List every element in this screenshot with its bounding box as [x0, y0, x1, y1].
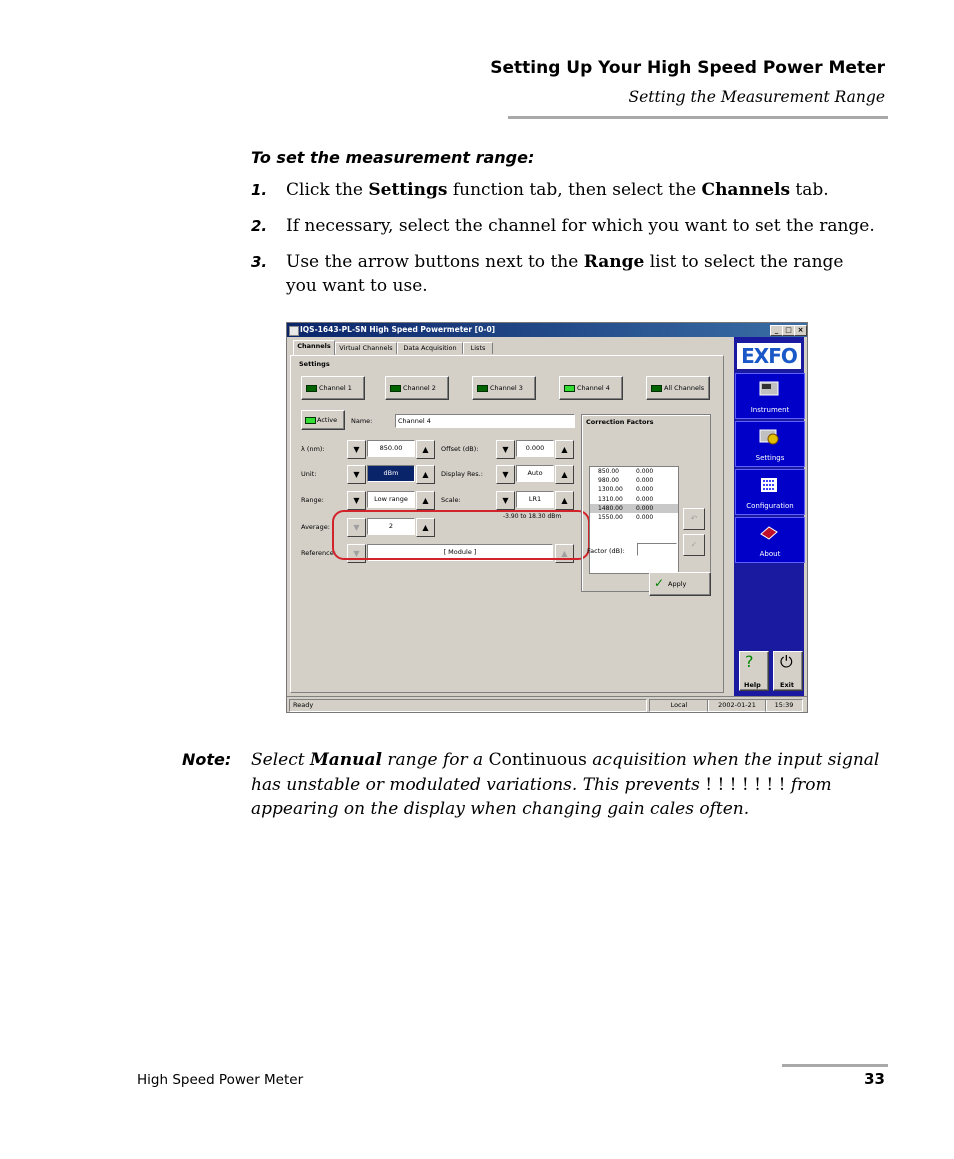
window-titlebar [287, 323, 807, 337]
step-number: 3. [251, 253, 268, 271]
close-button[interactable]: × [794, 325, 807, 336]
display-res-field[interactable]: Auto [516, 465, 554, 482]
note-body: Select Manual range for a Continuous acquisition when the input signal has unstable or modulated variations. This prevents ! ! ! ! ! ! ! from appearing on the display when changing gain cales often. [251, 750, 880, 819]
average-field[interactable]: 2 [367, 518, 415, 535]
help-icon: ? [745, 652, 754, 671]
list-item: 1310.00 0.000 [598, 495, 654, 503]
offset-down-button[interactable]: ▼ [496, 440, 515, 459]
offset-field[interactable]: 0.000 [516, 440, 554, 457]
about-book-icon [759, 524, 779, 542]
running-header-title: Setting Up Your High Speed Power Meter [490, 58, 885, 78]
instrument-icon [759, 380, 779, 398]
active-toggle[interactable]: Active [301, 410, 345, 430]
configuration-icon [759, 476, 779, 494]
exfo-logo: EXFO [737, 343, 801, 369]
wavelength-label: λ (nm): [301, 445, 325, 453]
status-time: 15:39 [765, 699, 803, 712]
list-item: 850.00 0.000 [598, 468, 654, 475]
step-text: Click the Settings function tab, then select the Channels tab. [286, 180, 829, 200]
scale-label: Scale: [441, 496, 461, 504]
minimize-button[interactable]: _ [770, 325, 783, 336]
app-window [286, 322, 808, 713]
reference-down-button[interactable]: ▼ [347, 544, 366, 563]
step-number: 2. [251, 217, 268, 235]
tab-virtual-channels[interactable]: Virtual Channels [335, 342, 397, 354]
step-number: 1. [251, 181, 268, 199]
sidebar-item-instrument[interactable]: Instrument [735, 373, 805, 419]
undo-icon[interactable]: ↶ [683, 508, 705, 530]
scale-up-button[interactable]: ▲ [555, 491, 574, 510]
sidebar-item-configuration[interactable]: Configuration [735, 469, 805, 515]
status-led [651, 385, 662, 392]
reference-field[interactable]: [ Module ] [367, 544, 553, 561]
apply-button[interactable]: ✓ Apply [649, 572, 711, 596]
unit-up-button[interactable]: ▲ [416, 465, 435, 484]
maximize-button[interactable]: □ [782, 325, 795, 336]
check-icon[interactable]: ✓ [683, 534, 705, 556]
scale-range-text: -3.90 to 18.30 dBm [503, 513, 562, 520]
sidebar [728, 337, 807, 696]
power-icon: ⏻ [780, 652, 793, 671]
help-button[interactable]: ? Help [739, 651, 769, 691]
scale-field[interactable]: LR1 [516, 491, 554, 508]
scale-down-button[interactable]: ▼ [496, 491, 515, 510]
status-led [390, 385, 401, 392]
window-title: IQS-1643-PL-SN High Speed Powermeter [0-0] [300, 325, 496, 334]
status-led [477, 385, 488, 392]
display-res-label: Display Res.: [441, 470, 483, 478]
step-text: Use the arrow buttons next to the Range list to select the range you want to use. [286, 252, 844, 296]
check-icon: ✓ [654, 576, 665, 590]
list-item: 980.00 0.000 [598, 477, 654, 485]
status-led [305, 417, 316, 424]
status-led [306, 385, 317, 392]
status-bar [287, 696, 807, 712]
channels-panel [290, 355, 724, 693]
footer-title: High Speed Power Meter [137, 1072, 304, 1088]
list-item: 1300.00 0.000 [598, 486, 654, 494]
channel-2-button[interactable]: Channel 2 [385, 376, 449, 400]
step-text: If necessary, select the channel for which you want to set the range. [286, 216, 875, 236]
all-channels-button[interactable]: All Channels [646, 376, 710, 400]
status-ready: Ready [289, 699, 647, 712]
unit-field[interactable]: dBm [367, 465, 415, 482]
average-up-button[interactable]: ▲ [416, 518, 435, 537]
range-up-button[interactable]: ▲ [416, 491, 435, 510]
offset-up-button[interactable]: ▲ [555, 440, 574, 459]
list-item: 1480.00 0.000 [590, 504, 678, 513]
status-led [564, 385, 575, 392]
running-header-subtitle: Setting the Measurement Range [628, 88, 885, 106]
range-down-button[interactable]: ▼ [347, 491, 366, 510]
channel-1-button[interactable]: Channel 1 [301, 376, 365, 400]
tab-data-acquisition[interactable]: Data Acquisition [397, 342, 463, 354]
exit-button[interactable]: ⏻ Exit [773, 651, 803, 691]
display-res-down-button[interactable]: ▼ [496, 465, 515, 484]
wavelength-up-button[interactable]: ▲ [416, 440, 435, 459]
list-item: 1550.00 0.000 [598, 513, 654, 521]
range-label: Range: [301, 496, 324, 504]
page-number: 33 [864, 1070, 885, 1088]
channel-3-button[interactable]: Channel 3 [472, 376, 536, 400]
settings-icon [759, 428, 779, 446]
wavelength-down-button[interactable]: ▼ [347, 440, 366, 459]
reference-up-button[interactable]: ▲ [555, 544, 574, 563]
footer-rule [782, 1064, 888, 1067]
wavelength-field[interactable]: 850.00 [367, 440, 415, 457]
sidebar-item-about[interactable]: About [735, 517, 805, 563]
reference-label: Reference: [301, 549, 336, 557]
name-field[interactable]: Channel 4 [395, 414, 575, 428]
unit-down-button[interactable]: ▼ [347, 465, 366, 484]
average-label: Average: [301, 523, 330, 531]
unit-label: Unit: [301, 470, 317, 478]
channel-4-button[interactable]: Channel 4 [559, 376, 623, 400]
app-icon [289, 326, 299, 336]
tab-lists[interactable]: Lists [463, 342, 493, 354]
status-local: Local [649, 699, 709, 712]
correction-factors-label: Correction Factors [586, 418, 654, 426]
correction-factors-list[interactable] [589, 466, 679, 574]
settings-group-label: Settings [299, 360, 330, 368]
procedure-title: To set the measurement range: [251, 148, 535, 167]
display-res-up-button[interactable]: ▲ [555, 465, 574, 484]
highlight-circle [332, 510, 590, 560]
factor-field[interactable] [637, 543, 677, 556]
note-label: Note: [182, 750, 232, 769]
factor-label: Factor (dB): [587, 547, 625, 555]
status-date: 2002-01-21 [707, 699, 767, 712]
tab-channels[interactable]: Channels [293, 340, 335, 355]
offset-label: Offset (dB): [441, 445, 479, 453]
average-down-button[interactable]: ▼ [347, 518, 366, 537]
header-rule [508, 116, 888, 119]
range-field[interactable]: Low range [367, 491, 415, 508]
sidebar-item-settings[interactable]: Settings [735, 421, 805, 467]
name-label: Name: [351, 417, 373, 425]
